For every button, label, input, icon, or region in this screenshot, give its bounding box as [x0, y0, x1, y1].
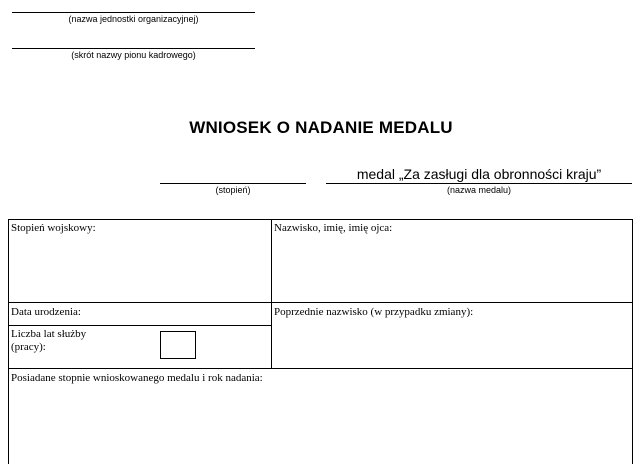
medal-name-value: medal „Za zasługi dla obronności kraju”: [356, 166, 602, 182]
years-of-service-input-box[interactable]: [160, 331, 196, 359]
medal-name-caption: (nazwa medalu): [446, 185, 512, 195]
table-frame: [8, 219, 633, 464]
years-of-service-label: [11, 328, 86, 354]
department-abbrev-line: [12, 48, 255, 49]
birth-date-label: Data urodzenia:: [11, 306, 81, 318]
rank-line: [160, 183, 306, 184]
table-column-divider: [271, 219, 272, 369]
row-divider-3: [8, 368, 633, 369]
unit-name-caption: (nazwa jednostki organizacyjnej): [68, 14, 199, 24]
years-of-service-label-line2: (pracy):: [11, 341, 46, 353]
unit-name-line: [12, 12, 255, 13]
department-abbrev-caption: (skrót nazwy pionu kadrowego): [71, 50, 196, 60]
page-title: WNIOSEK O NADANIE MEDALU: [189, 118, 453, 137]
military-rank-label: Stopień wojskowy:: [11, 222, 96, 234]
full-name-label: Nazwisko, imię, imię ojca:: [274, 222, 393, 234]
medal-name-line: [326, 183, 632, 184]
years-of-service-label-line1: Liczba lat służby: [11, 328, 87, 340]
held-grades-label: Posiadane stopnie wnioskowanego medalu i rok nadania:: [11, 372, 263, 384]
rank-caption: (stopień): [215, 185, 251, 195]
row-divider-1: [8, 302, 633, 303]
previous-name-label: Poprzednie nazwisko (w przypadku zmiany):: [274, 306, 474, 318]
row-divider-2-left: [8, 325, 271, 326]
